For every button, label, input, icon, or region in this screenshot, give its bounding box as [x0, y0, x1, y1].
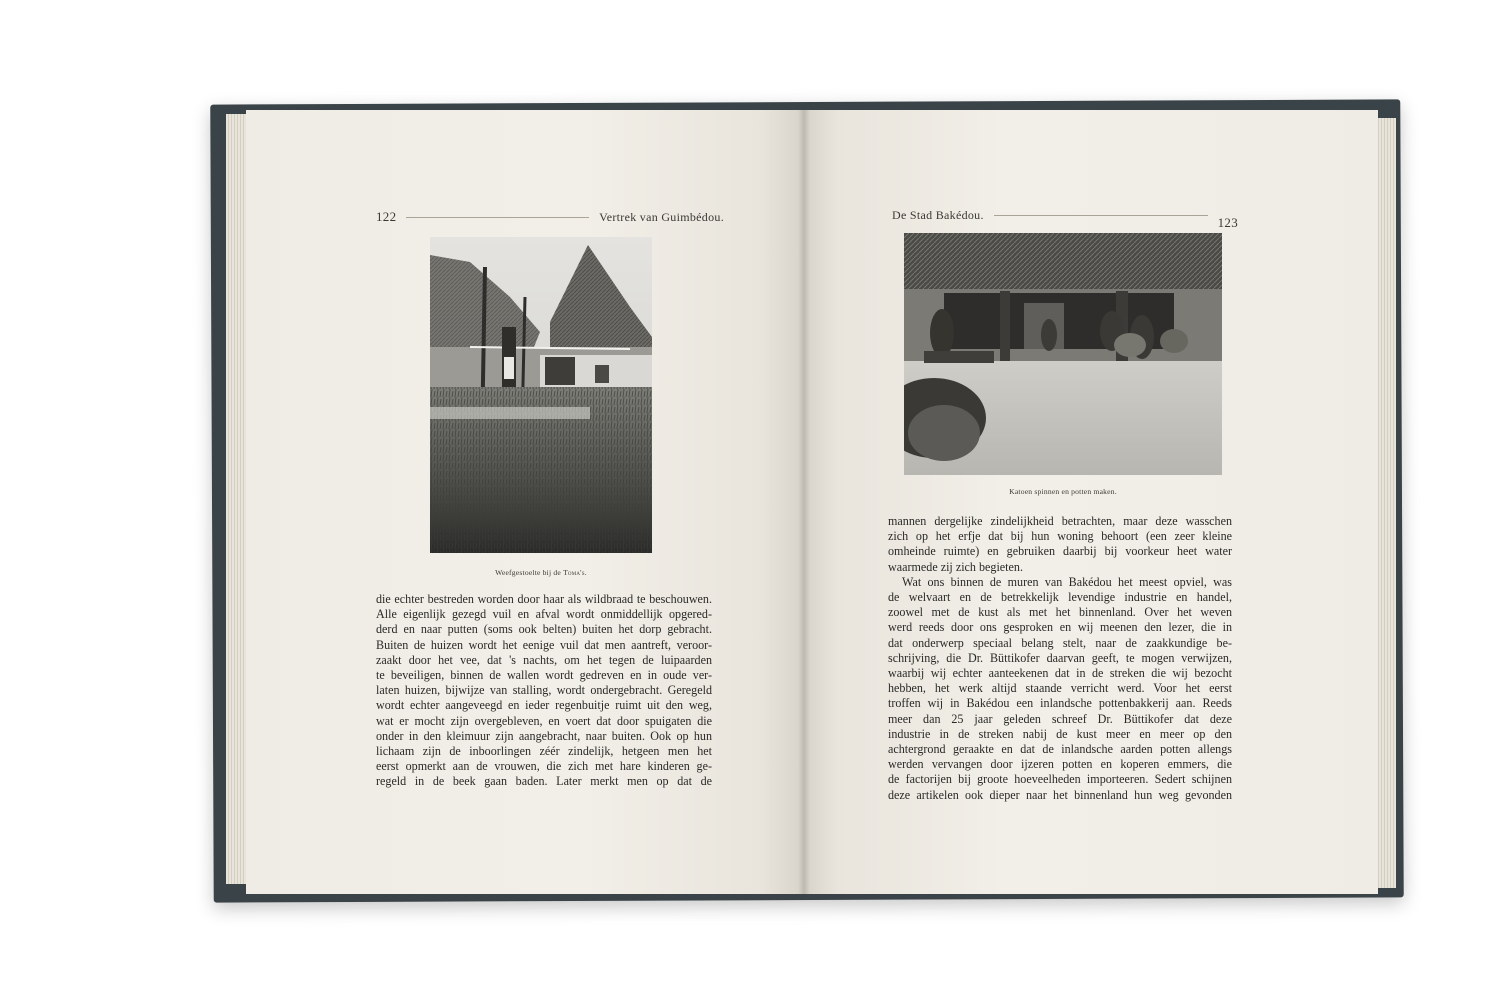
left-page-header [376, 209, 724, 225]
text-line: dat onderwerp speciaal belang stelt, naar de zaakkundige be- [888, 635, 1232, 650]
text-line: achtergrond geraakte en dat de inlandsche aarden potten allengs [888, 742, 1232, 757]
text-line: zaakt door het vee, dat 's nachts, om het tegen de luipaarden [376, 652, 712, 667]
left-page-body [376, 592, 712, 790]
running-head: De Stad Bakédou. [892, 207, 984, 222]
text-line: derd en naar putten (soms ook belten) buiten het dorp gebracht. [376, 622, 712, 637]
text-line: lichaam zijn de inboorlingen zéér zindelijk, hetgeen men het [376, 744, 712, 759]
photo-caption: Katoen spinnen en potten maken. [1009, 487, 1117, 496]
text-line: eerst opmerkt aan de vrouwen, die zich met hare kinderen ge- [376, 759, 712, 774]
text-line: troffen wij in Bakédou een inlandsche pottenbakkerij aan. Reeds [888, 696, 1232, 711]
cotton-spinning-photo-icon [904, 233, 1222, 475]
book-gutter [798, 110, 810, 894]
text-line: waarbij wij echter aanteekenen dat in de streken die wij bezocht [888, 666, 1232, 681]
text-line: deze artikelen ook dieper naar het binnenland hun weg gevonden [888, 787, 1232, 802]
loom-photo [430, 237, 652, 553]
text-line: de welvaart en de betrekkelijk levendige industrie en handel, [888, 590, 1232, 605]
page-number: 122 [376, 209, 397, 224]
text-line: werd reeds door ons gesproken en wij meenen den lezer, die in [888, 620, 1232, 635]
photo-caption: Weefgestoelte bij de Toma's. [495, 568, 587, 577]
text-line: die echter bestreden worden door haar als wildbraad te beschouwen. [376, 592, 712, 606]
text-line: omheinde ruimte) en gebruiken daarbij bij voorkeur heet water [888, 544, 1232, 559]
page-number: 123 [1217, 215, 1238, 230]
right-page-body [888, 514, 1232, 803]
cotton-spinning-photo [904, 233, 1222, 475]
text-line: hebben, het werk altijd staande verricht werd. Voor het eerst [888, 681, 1232, 696]
text-line: waarmede zij zich begieten. [888, 559, 1023, 574]
text-line: wordt echter aangeveegd en ieder regenbuitje ruimt uit den weg, [376, 698, 712, 713]
text-line: laten huizen, bijwijze van stalling, wordt ondergebracht. Geregeld [376, 683, 712, 698]
text-line: de factorijen bij groote hoeveelheden importeeren. Sedert schijnen [888, 772, 1232, 787]
text-line: Buiten de huizen wordt het eenige vuil dat men aantreft, veroor- [376, 637, 712, 652]
text-line: mannen dergelijke zindelijkheid betrachten, maar deze wasschen [888, 514, 1232, 528]
text-line: wat er mocht zijn overgebleven, en voert dat door spuigaten die [376, 713, 712, 728]
text-line: Alle eigenlijk gezegd vuil en afval wordt onmiddellijk opgered- [376, 607, 712, 622]
text-line: regeld in de beek gaan baden. Later merkt men op dat de [376, 774, 712, 789]
header-rule [406, 217, 589, 218]
page-edges-right [1378, 118, 1396, 888]
loom-photo-icon [430, 237, 652, 553]
text-line: meer dan 25 jaar geleden schreef Dr. Büttikofer dat deze [888, 711, 1232, 726]
text-line: Wat ons binnen de muren van Bakédou het meest opviel, was [902, 574, 1232, 589]
text-line: te beveiligen, binnen de wallen wordt gedreven en in oude ver- [376, 668, 712, 683]
text-line: werden vervangen door ijzeren potten en koperen emmers, die [888, 757, 1232, 772]
right-page-header [892, 207, 1238, 230]
text-line: onder in den kleimuur zijn aangebracht, naar buiten. Ook op hun [376, 728, 712, 743]
text-line: industrie in de streken nabij de kust meer en meer op den [888, 726, 1232, 741]
text-line: schrijving, die Dr. Büttikofer daarvan geeft, te mogen verwijzen, [888, 650, 1232, 665]
running-head: Vertrek van Guimbédou. [599, 209, 724, 224]
text-line: zich op het erfje dat bij hun woning behoort (een zeer kleine [888, 529, 1232, 544]
text-line: zoowel met de kust als met het binnenland. Over het weven [888, 605, 1232, 620]
header-rule [994, 215, 1208, 216]
